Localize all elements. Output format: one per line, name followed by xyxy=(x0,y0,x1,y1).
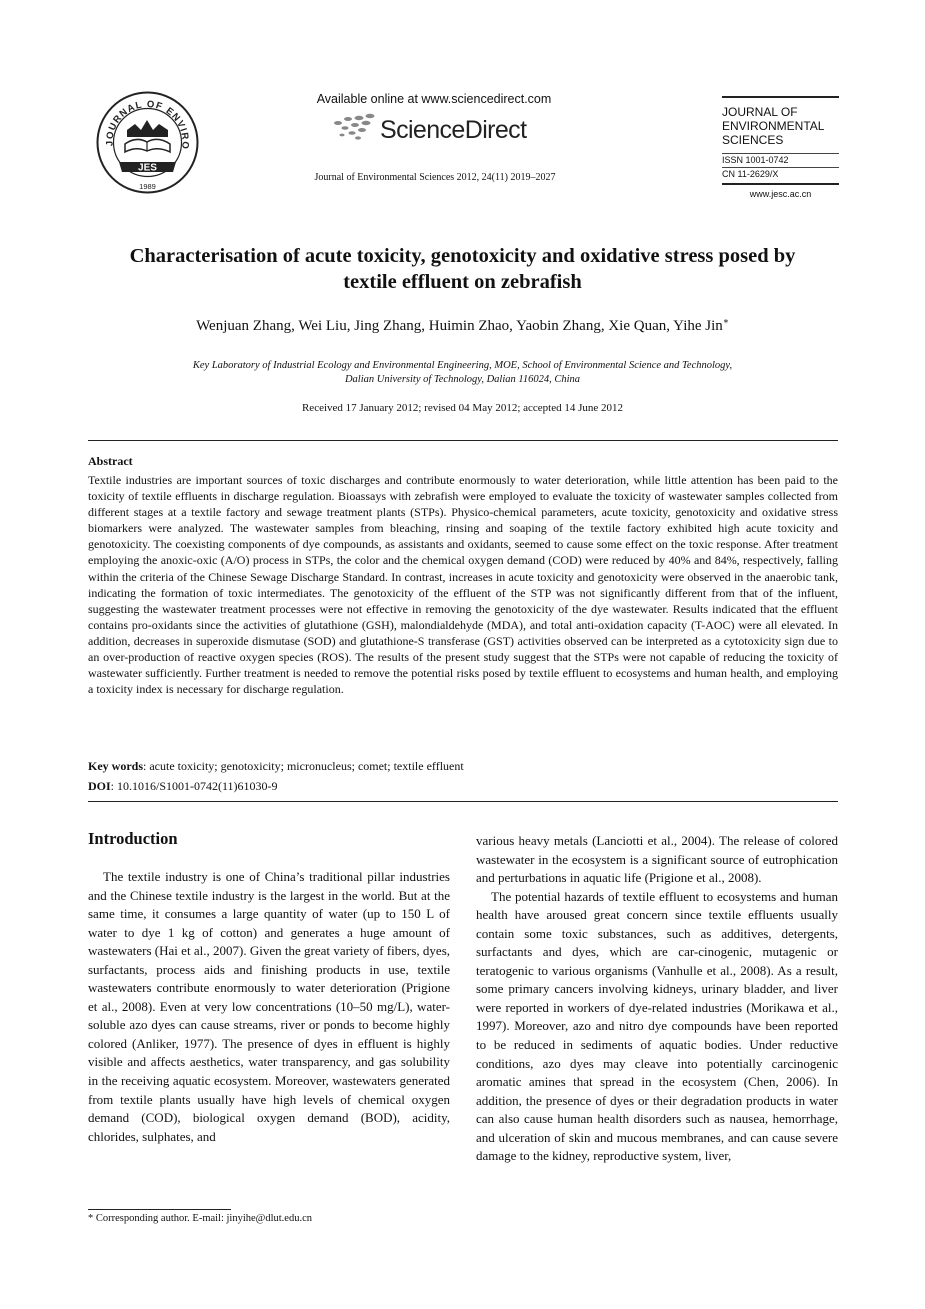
affiliation xyxy=(80,359,845,387)
affiliation-line: Key Laboratory of Industrial Ecology and Environmental Engineering, MOE, School of Environmental Science and Technology, xyxy=(192,360,733,371)
article-dates: Received 17 January 2012; revised 04 May 2012; accepted 14 June 2012 xyxy=(301,402,624,414)
author-names: Wenjuan Zhang, Wei Liu, Jing Zhang, Huimin Zhao, Yaobin Zhang, Xie Quan, Yihe Jin xyxy=(196,318,723,334)
corresponding-author-mark: ∗ xyxy=(722,316,729,326)
article-title xyxy=(80,243,845,295)
sciencedirect-wordmark: ScienceDirect xyxy=(380,116,527,144)
keywords-list: : acute toxicity; genotoxicity; micronucleus; comet; textile effluent xyxy=(143,759,464,773)
abstract-bottom-rule xyxy=(88,801,838,802)
introduction-heading: Introduction xyxy=(88,829,178,848)
body-paragraph: The potential hazards of textile effluent to ecosystems and human health have aroused great concern since textile effluents usually contain some toxic substances, such as additives, detergents, surfactants and dyes, which are car-cinogenic, mutagenic or teratogenic to various organisms (Vanhulle et al., 2008). As a result, some primary cancers involving kidneys, urinary bladder, and liver were reported in workers of dye-related industries (Morikawa et al., 1997). Moreover, azo and nitro dye compounds have been reported to be reduced in sediments of aquatic bodies. Under reductive conditions, azo dyes may cleave into potentially carcinogenic aromatic amines that spread in the ecosystem (Chen, 2006). In addition, the presence of dyes or their degradation products in water can also cause human health disorders such as nausea, hemorrhage, and ulceration of skin and mucous membranes, and can cause severe damage to the kidney, reproductive system, liver, xyxy=(476,888,838,1164)
doi-label: DOI xyxy=(88,779,111,793)
journal-website[interactable]: www.jesc.ac.cn xyxy=(722,183,839,199)
abstract-heading: Abstract xyxy=(88,454,133,468)
journal-box-top-rule xyxy=(722,96,839,98)
article-title-line: Characterisation of acute toxicity, genotoxicity and oxidative stress posed by xyxy=(129,245,796,267)
journal-issn: ISSN 1001-0742 xyxy=(722,153,839,165)
doi xyxy=(88,779,278,794)
logo-year: 1989 xyxy=(139,182,156,191)
journal-name-line: ENVIRONMENTAL xyxy=(722,119,825,133)
logo-ring-text: JOURNAL OF ENVIRO xyxy=(104,98,191,151)
corresponding-author-footnote: * Corresponding author. E-mail: jinyihe@dlut.edu.cn xyxy=(88,1213,313,1224)
journal-name-line: SCIENCES xyxy=(722,133,784,147)
body-paragraph: various heavy metals (Lanciotti et al., 2004). The release of colored wastewater in the ecosystem is a significant source of eutrophication and perturbations in aquatic life (Prigione et al., 2008). xyxy=(476,833,838,886)
article-title-line: textile effluent on zebrafish xyxy=(343,271,582,293)
abstract-text: Textile industries are important sources of toxic discharges and contribute enormously to water deterioration, while little attention has been paid to the toxicity of textile effluents in discharge regulation. Bioassays with zebrafish were employed to evaluate the toxicity of wastewater samples collected from different stages at a textile factory and sewage treatment plants (STPs). Physico-chemical parameters, acute toxicity, genotoxicity and oxidative stress biomarkers were analyzed. The wastewater samples from bleaching, rinsing and soaping of the textile factory exhibited high acute toxicity and genotoxicity. The coexisting components of dye compounds, as assistants and oxidants, seemed to cause some effect on the toxic response. After treatment employing the anoxic-oxic (A/O) process in STPs, the color and the chemical oxygen demand (COD) were reduced by 40% and 84%, respectively, falling within the criteria of the Chinese Sewage Discharge Standard. In contrast, increases in acute toxicity and genotoxicity were observed in the anaerobic tank, indicating the formation of toxic intermediates. The genotoxicity of the effluent of the STP was not significantly different from that of the influent, suggesting the wastewater treatment processes were not effective in removing the genotoxicity of the dye wastewater. Results indicated that the effluent contains pro-oxidants since the activities of glutathione (GSH), malondialdehyde (MDA), and total anti-oxidation capacity (T-AOC) were all elevated. In addition, decreases in superoxide dismutase (SOD) and glutathione-S transferase (GST) activities observed can be interpreted as a cytotoxicity sign due to an over-production of reactive oxygen species (ROS). The results of the present study suggest that the STPs were not capable of reducing the toxicity of wastewater sufficiently. Further treatment is needed to remove the potential risks posed by textile effluent to ecosystems and human health, and employing a toxicity index is necessary for discharge regulation. xyxy=(88,473,838,697)
author-list xyxy=(80,316,845,335)
affiliation-line: Dalian University of Technology, Dalian 116024, China xyxy=(344,374,581,385)
doi-value[interactable]: : 10.1016/S1001-0742(11)61030-9 xyxy=(110,779,278,793)
journal-logo xyxy=(95,90,200,195)
journal-citation: Journal of Environmental Sciences 2012, 24(11) 2019–2027 xyxy=(314,172,556,183)
logo-acronym: JES xyxy=(138,162,157,174)
keywords xyxy=(88,759,464,774)
body-column-right xyxy=(476,832,838,1166)
keywords-label: Key words xyxy=(88,759,143,773)
journal-info-box xyxy=(722,96,839,199)
journal-name xyxy=(722,105,839,147)
abstract-top-rule xyxy=(88,440,838,441)
body-column-left xyxy=(88,868,450,1146)
available-online-text: Available online at www.sciencedirect.com xyxy=(316,92,552,106)
journal-name-line: JOURNAL OF xyxy=(722,105,798,119)
body-paragraph: The textile industry is one of China’s traditional pillar industries and the Chinese textile industry is the largest in the world. But at the same time, it consumes a large quantity of water (up to 150 L of water to dye 1 kg of cotton) and generates a huge amount of wastewaters (Hai et al., 2007). Given the great variety of fibers, dyes, surfactants, process aids and finishing products in use, textile wastewaters contribute enormously to water deterioration (Prigione et al., 2008). Even at very low concentrations (10–50 mg/L), water-soluble azo dyes can cause streams, river or ponds to become highly colored (Anliker, 1977). The presence of dyes in effluent is highly visible and affects aesthetics, water transparency, and gas solubility in the receiving aquatic ecosystem. Moreover, wastewaters generated from textile plants usually have high levels of chemical oxygen demand (COD), biological oxygen demand (BOD), acidity, chlorides, sulphates, and xyxy=(88,869,450,1144)
footnote-rule xyxy=(88,1209,231,1210)
journal-cn: CN 11-2629/X xyxy=(722,167,839,179)
